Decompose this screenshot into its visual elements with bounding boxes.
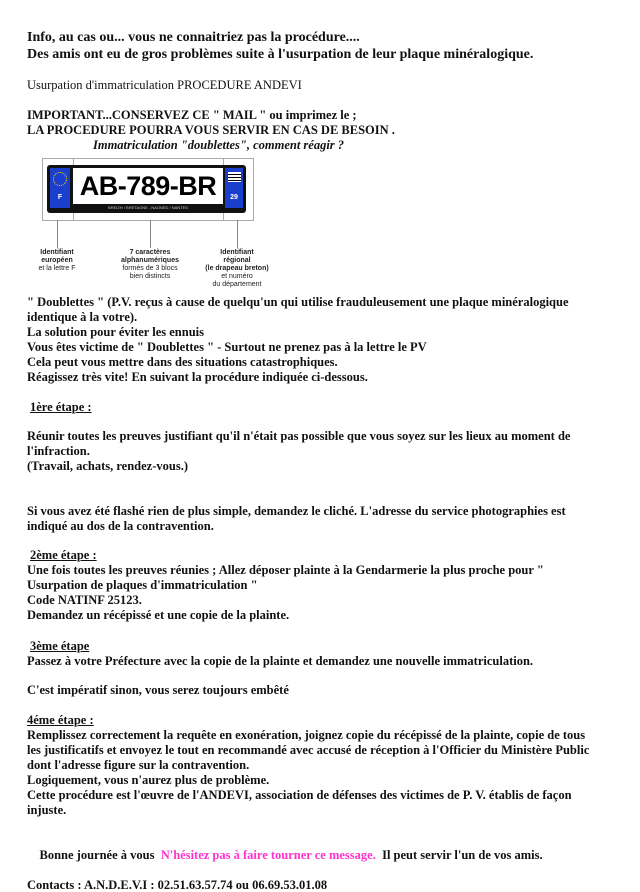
- text-line: IMPORTANT...CONSERVEZ CE " MAIL " ou imprimez le ;: [27, 108, 357, 122]
- label-characters: 7 caractères alphanumériques formés de 3 blocs bien distincts: [121, 249, 179, 280]
- closing: [27, 833, 543, 892]
- step3-body: Passez à votre Préfecture avec la copie de la plainte et demandez une nouvelle immatriculation.: [27, 654, 534, 668]
- text-line: Cette procédure est l'œuvre de l'ANDEVI, association de défenses des victimes de P. V. établis de façon: [27, 788, 572, 802]
- contacts: Contacts : A.N.D.E.V.I : 02.51.63.57.74 ou 06.69.53.01.08: [27, 878, 328, 892]
- text-line: injuste.: [27, 803, 67, 817]
- greeting: Bonne journée à vous: [39, 848, 161, 862]
- text-line: identique à la votre).: [27, 310, 138, 324]
- text-line: " Doublettes " (P.V. reçus à cause de quelqu'un qui utilise frauduleusement une plaque minéralogique: [27, 295, 569, 309]
- image-caption: Immatriculation "doublettes", comment réagir ?: [93, 138, 345, 152]
- label-regional: Identifiant régional (le drapeau breton) et numéro du département: [205, 249, 269, 288]
- eu-stars-icon: [53, 172, 67, 186]
- plate-number: AB-789-BR: [73, 168, 223, 204]
- header: [27, 29, 533, 63]
- text-line: Vous êtes victime de " Doublettes " - Surtout ne prenez pas à la lettre le PV: [27, 340, 427, 354]
- text-line: Usurpation de plaques d'immatriculation ": [27, 578, 258, 592]
- country-letter: F: [57, 194, 63, 201]
- flash-note: [27, 504, 566, 534]
- text-line: (Travail, achats, rendez-vous.): [27, 459, 188, 473]
- text-line: Remplissez correctement la requête en exonération, joignez copie du récépissé de la plainte, copie de tous: [27, 728, 586, 742]
- plate-footer: BREIZH / BRETAGNE - NAONED / NANTES: [108, 205, 188, 210]
- label-european: Identifiant européen et la lettre F: [38, 249, 76, 272]
- plate-diagram: [38, 155, 268, 290]
- license-plate: [47, 165, 246, 213]
- closing-text: Il peut servir l'un de vos amis.: [375, 848, 543, 862]
- text-line: Réunir toutes les preuves justifiant qu'il n'était pas possible que vous soyez sur les lieux au moment de: [27, 429, 571, 443]
- text-line: l'infraction.: [27, 444, 90, 458]
- pointer-line: [57, 220, 58, 248]
- breton-flag-icon: [228, 172, 241, 182]
- text-line: Code NATINF 25123.: [27, 593, 142, 607]
- intro: [27, 295, 569, 385]
- header-line: Info, au cas ou... vous ne connaitriez pas la procédure....: [27, 30, 360, 45]
- step3-title: 3ème étape: [30, 639, 90, 653]
- step2-body: [27, 563, 544, 623]
- subtitle: Usurpation d'immatriculation PROCEDURE ANDEVI: [27, 78, 302, 92]
- text-line: Cela peut vous mettre dans des situations catastrophiques.: [27, 355, 338, 369]
- step1-body: [27, 429, 570, 474]
- pointer-line: [150, 220, 151, 248]
- share-highlight: N'hésitez pas à faire tourner ce message.: [160, 848, 376, 862]
- text-line: La solution pour éviter les ennuis: [27, 325, 204, 339]
- text-line: Réagissez très vite! En suivant la procédure indiquée ci-dessous.: [27, 370, 368, 384]
- step4-title: 4éme étape :: [27, 713, 94, 727]
- text-line: les justificatifs et envoyez le tout en recommandé avec accusé de réception à l'Officier du Ministère Public: [27, 743, 590, 757]
- header-line: Des amis ont eu de gros problèmes suite à l'usurpation de leur plaque minéralogique.: [27, 47, 534, 62]
- text-line: dont l'adresse figure sur la contravention.: [27, 758, 250, 772]
- pointer-line: [237, 220, 238, 248]
- text-line: LA PROCEDURE POURRA VOUS SERVIR EN CAS DE BESOIN .: [27, 123, 395, 137]
- text-line: Une fois toutes les preuves réunies ; Allez déposer plainte à la Gendarmerie la plus proche pour ": [27, 563, 544, 577]
- step1-title: 1ère étape :: [30, 400, 92, 414]
- step4-body: [27, 728, 589, 818]
- step2-title: 2ème étape :: [30, 548, 97, 562]
- important-notice: [27, 108, 395, 138]
- eu-band: [50, 168, 70, 208]
- text-line: Demandez un récépissé et une copie de la plainte.: [27, 608, 290, 622]
- department-number: 29: [230, 194, 238, 201]
- region-band: [225, 168, 243, 208]
- text-line: indiqué au dos de la contravention.: [27, 519, 214, 533]
- text-line: Si vous avez été flashé rien de plus simple, demandez le cliché. L'adresse du service photographies est: [27, 504, 566, 518]
- text-line: Logiquement, vous n'aurez plus de problème.: [27, 773, 270, 787]
- step3-note: C'est impératif sinon, vous serez toujours embêté: [27, 683, 289, 697]
